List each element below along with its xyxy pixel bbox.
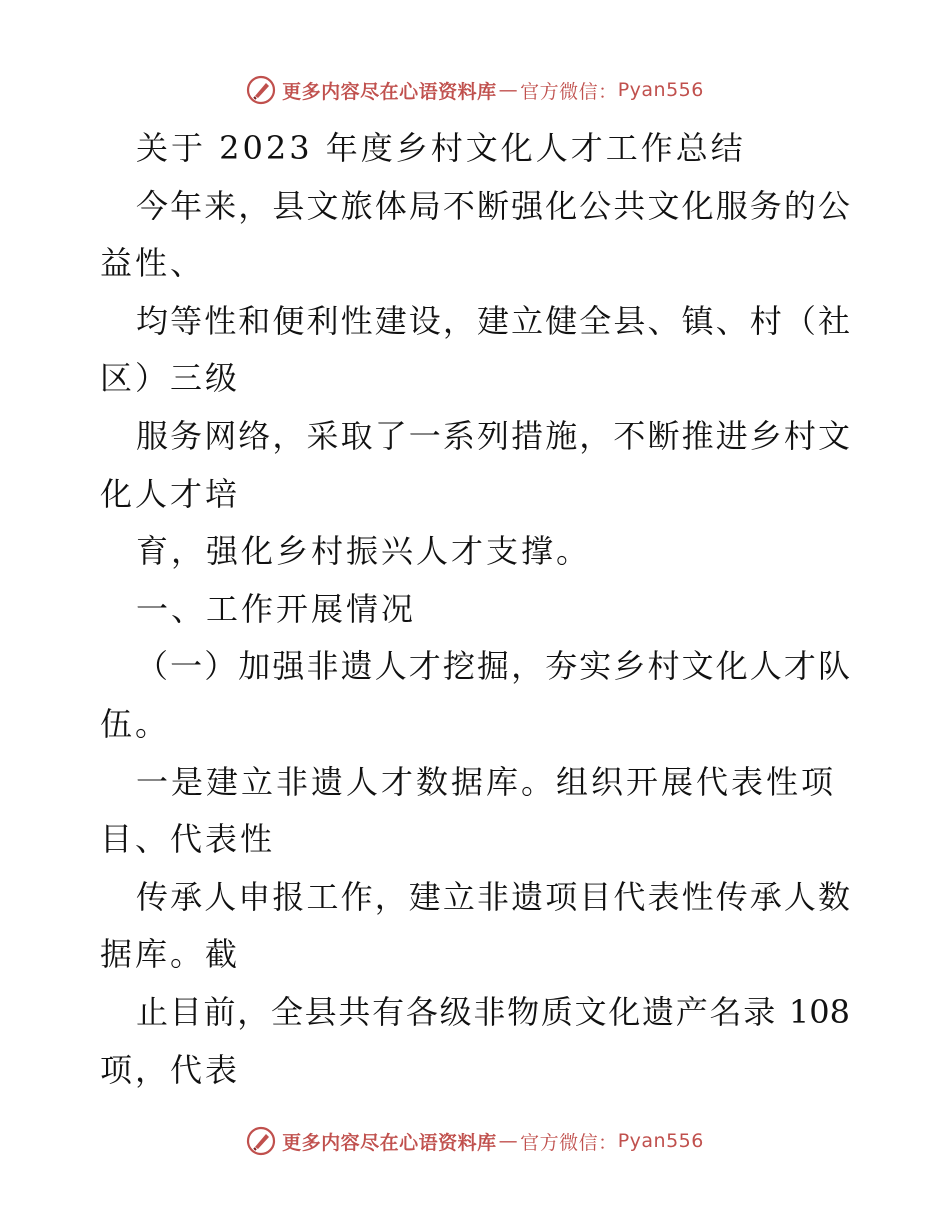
pen-logo-icon bbox=[246, 75, 276, 105]
watermark-handle: Pyan556 bbox=[617, 1130, 704, 1152]
paragraph-line: 传承人申报工作，建立非遗项目代表性传承人数 bbox=[136, 877, 850, 916]
paragraph-line: 区）三级 bbox=[100, 359, 241, 398]
paragraph-line: 今年来，县文旅体局不断强化公共文化服务的公 bbox=[136, 186, 850, 225]
paragraph-line: 益性、 bbox=[100, 244, 206, 283]
paragraph-line: 据库。截 bbox=[100, 935, 241, 974]
watermark-dash: — bbox=[498, 1130, 519, 1152]
document-title: 关于 2023 年度乡村文化人才工作总结 bbox=[136, 129, 746, 167]
watermark-handle: Pyan556 bbox=[617, 79, 704, 101]
paragraph-line: 目、代表性 bbox=[100, 820, 276, 859]
paragraph-line: 化人才培 bbox=[100, 474, 241, 513]
watermark-brand: 更多内容尽在心语资料库 bbox=[282, 80, 497, 103]
document-body bbox=[100, 120, 850, 1099]
watermark-label: 官方微信： bbox=[520, 1131, 618, 1154]
header-watermark bbox=[0, 70, 950, 110]
paragraph-line: 项，代表 bbox=[100, 1050, 241, 1089]
paragraph-line: 服务网络，采取了一系列措施，不断推进乡村文 bbox=[136, 416, 850, 455]
watermark-label: 官方微信： bbox=[520, 80, 618, 103]
paragraph-line: 止目前，全县共有各级非物质文化遗产名录 108 bbox=[136, 992, 850, 1031]
watermark-dash: — bbox=[498, 79, 519, 101]
section-heading: 一、工作开展情况 bbox=[136, 589, 417, 628]
footer-watermark bbox=[0, 1121, 950, 1161]
paragraph-line: 伍。 bbox=[100, 704, 171, 743]
watermark-brand: 更多内容尽在心语资料库 bbox=[282, 1131, 497, 1154]
paragraph-line: 育，强化乡村振兴人才支撑。 bbox=[136, 532, 592, 571]
paragraph-line: 均等性和便利性建设，建立健全县、镇、村（社 bbox=[136, 301, 850, 340]
subsection-heading: （一）加强非遗人才挖掘，夯实乡村文化人才队 bbox=[136, 647, 850, 686]
pen-logo-icon bbox=[246, 1126, 276, 1156]
paragraph-line: 一是建立非遗人才数据库。组织开展代表性项 bbox=[136, 762, 837, 801]
